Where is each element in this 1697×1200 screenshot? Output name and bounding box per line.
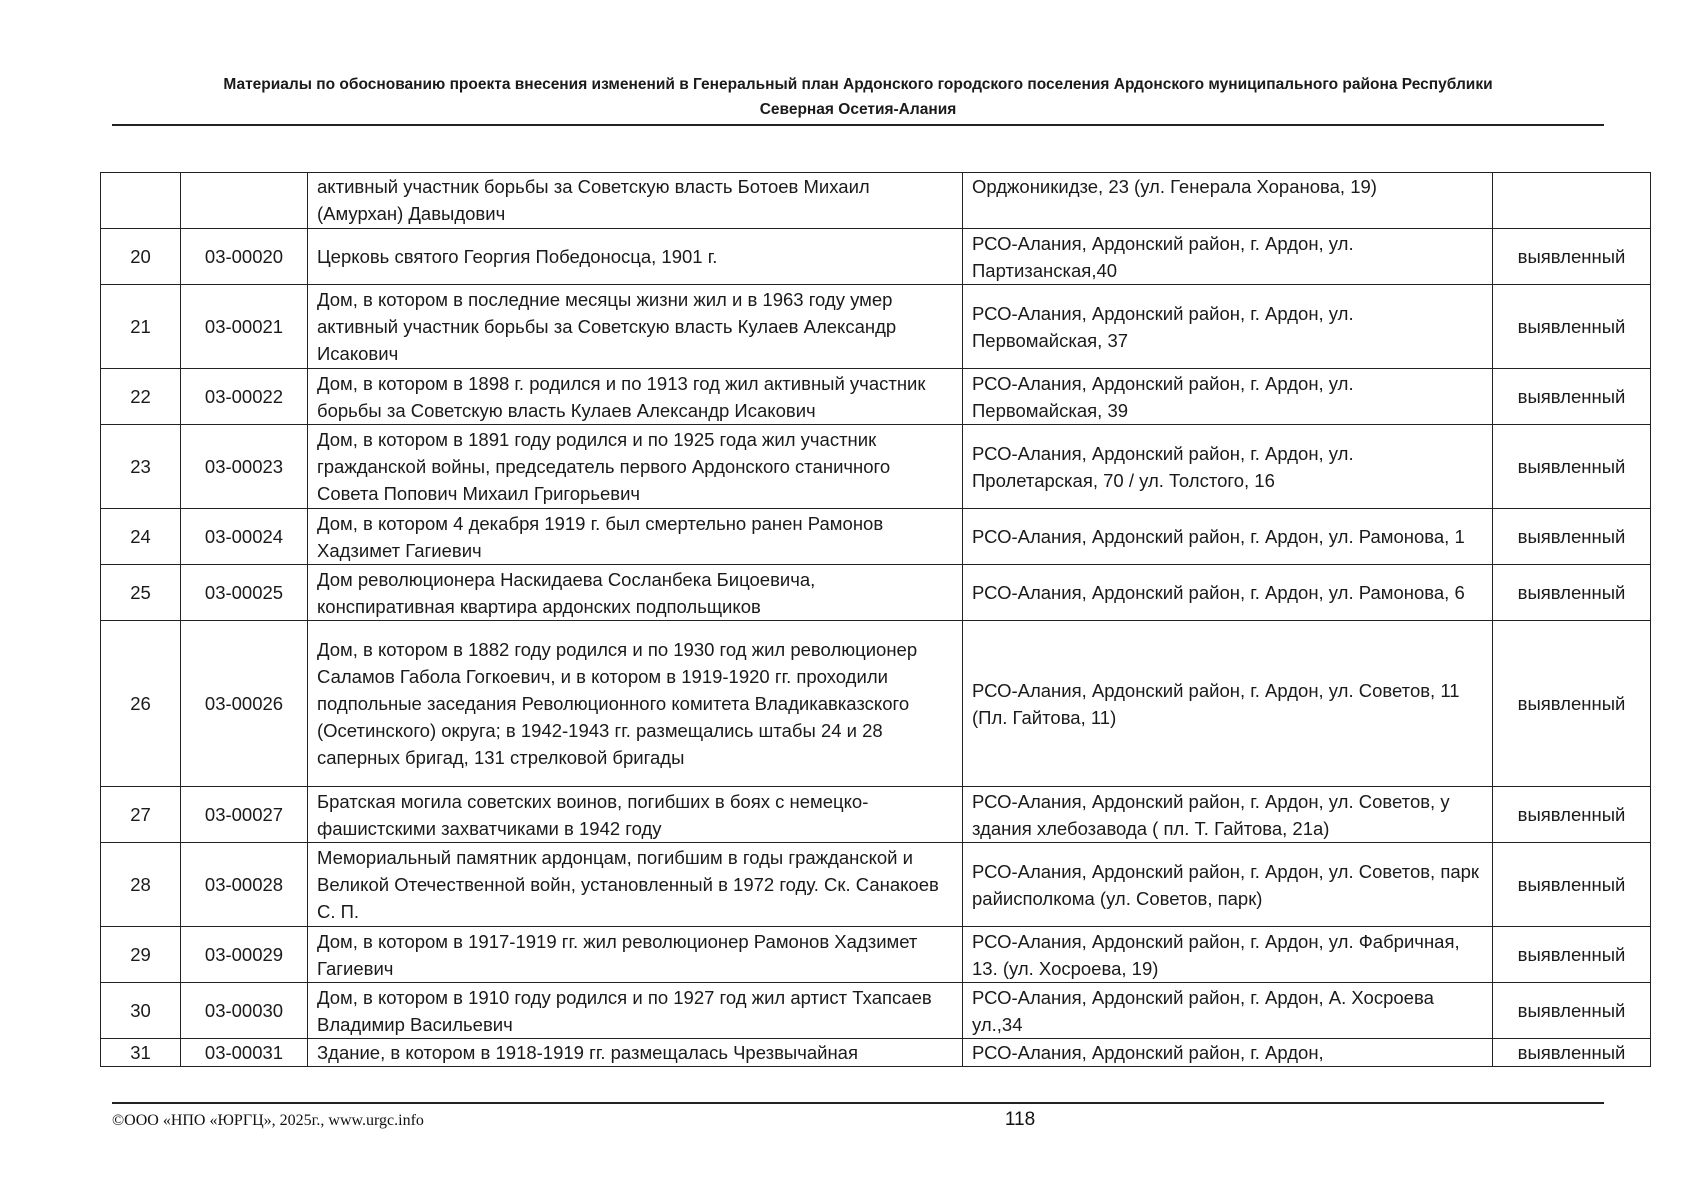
row-number: 23 <box>101 425 181 509</box>
row-number: 31 <box>101 1039 181 1067</box>
row-address: РСО-Алания, Ардонский район, г. Ардон, ул. Пролетарская, 70 / ул. Толстого, 16 <box>963 425 1493 509</box>
row-address: РСО-Алания, Ардонский район, г. Ардон, ул. Рамонова, 6 <box>963 565 1493 621</box>
row-name: Дом, в котором в 1891 году родился и по 1925 года жил участник гражданской войны, председатель первого Ардонского станичного Совета Попович Михаил Григорьевич <box>308 425 963 509</box>
row-name: Здание, в котором в 1918-1919 гг. размещалась Чрезвычайная <box>308 1039 963 1067</box>
table-row <box>101 285 1651 369</box>
row-code: 03-00030 <box>181 983 308 1039</box>
row-number: 25 <box>101 565 181 621</box>
row-number <box>101 173 181 229</box>
row-category: выявленный <box>1493 983 1651 1039</box>
row-name: Дом, в котором в 1882 году родился и по 1930 год жил революционер Саламов Габола Гогкоевич, и в котором в 1919-1920 гг. проходили подпольные заседания Революционного комитета Владикавказского (Осетинского) округа; в 1942-1943 гг. размещались штабы 24 и 28 саперных бригад, 131 стрелковой бригады <box>308 621 963 787</box>
footer-copyright: ©ООО «НПО «ЮРГЦ», 2025г., www.urgc.info <box>112 1112 424 1129</box>
row-address: РСО-Алания, Ардонский район, г. Ардон, ул. Фабричная, 13. (ул. Хосроева, 19) <box>963 927 1493 983</box>
table-row <box>101 565 1651 621</box>
row-name: Дом революционера Наскидаева Сосланбека Бицоевича, конспиративная квартира ардонских подпольщиков <box>308 565 963 621</box>
row-code <box>181 173 308 229</box>
row-name: Мемориальный памятник ардонцам, погибшим в годы гражданской и Великой Отечественной войн, установленный в 1972 году. Ск. Санакоев С. П. <box>308 843 963 927</box>
row-code: 03-00024 <box>181 509 308 565</box>
row-code: 03-00026 <box>181 621 308 787</box>
row-number: 26 <box>101 621 181 787</box>
row-number: 28 <box>101 843 181 927</box>
header-title-line1: Материалы по обоснованию проекта внесения изменений в Генеральный план Ардонского городского поселения Ардонского муниципального района Республики <box>223 76 1493 93</box>
header-divider <box>112 124 1604 126</box>
row-code: 03-00031 <box>181 1039 308 1067</box>
row-code: 03-00022 <box>181 369 308 425</box>
row-number: 21 <box>101 285 181 369</box>
row-category: выявленный <box>1493 509 1651 565</box>
table-row <box>101 369 1651 425</box>
row-number: 22 <box>101 369 181 425</box>
row-category: выявленный <box>1493 843 1651 927</box>
row-address: РСО-Алания, Ардонский район, г. Ардон, ул. Советов, у здания хлебозавода ( пл. Т. Гайтова, 21а) <box>963 787 1493 843</box>
row-category: выявленный <box>1493 425 1651 509</box>
row-name: Дом, в котором в 1898 г. родился и по 1913 год жил активный участник борьбы за Советскую власть Кулаев Александр Исакович <box>308 369 963 425</box>
table-row <box>101 229 1651 285</box>
row-address: Орджоникидзе, 23 (ул. Генерала Хоранова, 19) <box>963 173 1493 229</box>
row-category: выявленный <box>1493 565 1651 621</box>
row-category: выявленный <box>1493 1039 1651 1067</box>
table-row <box>101 843 1651 927</box>
row-category <box>1493 173 1651 229</box>
row-category: выявленный <box>1493 621 1651 787</box>
row-number: 24 <box>101 509 181 565</box>
table-row <box>101 173 1651 229</box>
row-address: РСО-Алания, Ардонский район, г. Ардон, А. Хосроева ул.,34 <box>963 983 1493 1039</box>
row-number: 20 <box>101 229 181 285</box>
row-name: Дом, в котором 4 декабря 1919 г. был смертельно ранен Рамонов Хадзимет Гагиевич <box>308 509 963 565</box>
row-code: 03-00021 <box>181 285 308 369</box>
row-name: Дом, в котором в 1917-1919 гг. жил революционер Рамонов Хадзимет Гагиевич <box>308 927 963 983</box>
row-code: 03-00020 <box>181 229 308 285</box>
row-address: РСО-Алания, Ардонский район, г. Ардон, ул. Первомайская, 39 <box>963 369 1493 425</box>
row-category: выявленный <box>1493 369 1651 425</box>
table-row <box>101 509 1651 565</box>
table-row <box>101 787 1651 843</box>
row-address: РСО-Алания, Ардонский район, г. Ардон, ул. Советов, 11 (Пл. Гайтова, 11) <box>963 621 1493 787</box>
row-code: 03-00027 <box>181 787 308 843</box>
monuments-table <box>100 172 1651 1067</box>
header-title-line2: Северная Осетия-Алания <box>759 101 957 118</box>
row-number: 27 <box>101 787 181 843</box>
row-number: 29 <box>101 927 181 983</box>
document-header <box>112 72 1604 122</box>
row-address: РСО-Алания, Ардонский район, г. Ардон, ул. Первомайская, 37 <box>963 285 1493 369</box>
row-number: 30 <box>101 983 181 1039</box>
row-name: активный участник борьбы за Советскую власть Ботоев Михаил (Амурхан) Давыдович <box>308 173 963 229</box>
page-number: 118 <box>1004 1109 1036 1130</box>
row-category: выявленный <box>1493 787 1651 843</box>
table-row <box>101 621 1651 787</box>
table-row <box>101 1039 1651 1067</box>
row-code: 03-00028 <box>181 843 308 927</box>
row-code: 03-00023 <box>181 425 308 509</box>
table-row <box>101 425 1651 509</box>
row-address: РСО-Алания, Ардонский район, г. Ардон, ул. Рамонова, 1 <box>963 509 1493 565</box>
footer-divider <box>112 1102 1604 1104</box>
row-address: РСО-Алания, Ардонский район, г. Ардон, ул. Советов, парк райисполкома (ул. Советов, парк) <box>963 843 1493 927</box>
row-name: Дом, в котором в 1910 году родился и по 1927 год жил артист Тхапсаев Владимир Васильевич <box>308 983 963 1039</box>
row-name: Братская могила советских воинов, погибших в боях с немецко-фашистскими захватчиками в 1942 году <box>308 787 963 843</box>
row-name: Дом, в котором в последние месяцы жизни жил и в 1963 году умер активный участник борьбы за Советскую власть Кулаев Александр Исакович <box>308 285 963 369</box>
table-row <box>101 983 1651 1039</box>
row-name: Церковь святого Георгия Победоносца, 1901 г. <box>308 229 963 285</box>
row-code: 03-00029 <box>181 927 308 983</box>
row-address: РСО-Алания, Ардонский район, г. Ардон, <box>963 1039 1493 1067</box>
table-row <box>101 927 1651 983</box>
row-code: 03-00025 <box>181 565 308 621</box>
row-address: РСО-Алания, Ардонский район, г. Ардон, ул. Партизанская,40 <box>963 229 1493 285</box>
row-category: выявленный <box>1493 285 1651 369</box>
row-category: выявленный <box>1493 927 1651 983</box>
row-category: выявленный <box>1493 229 1651 285</box>
